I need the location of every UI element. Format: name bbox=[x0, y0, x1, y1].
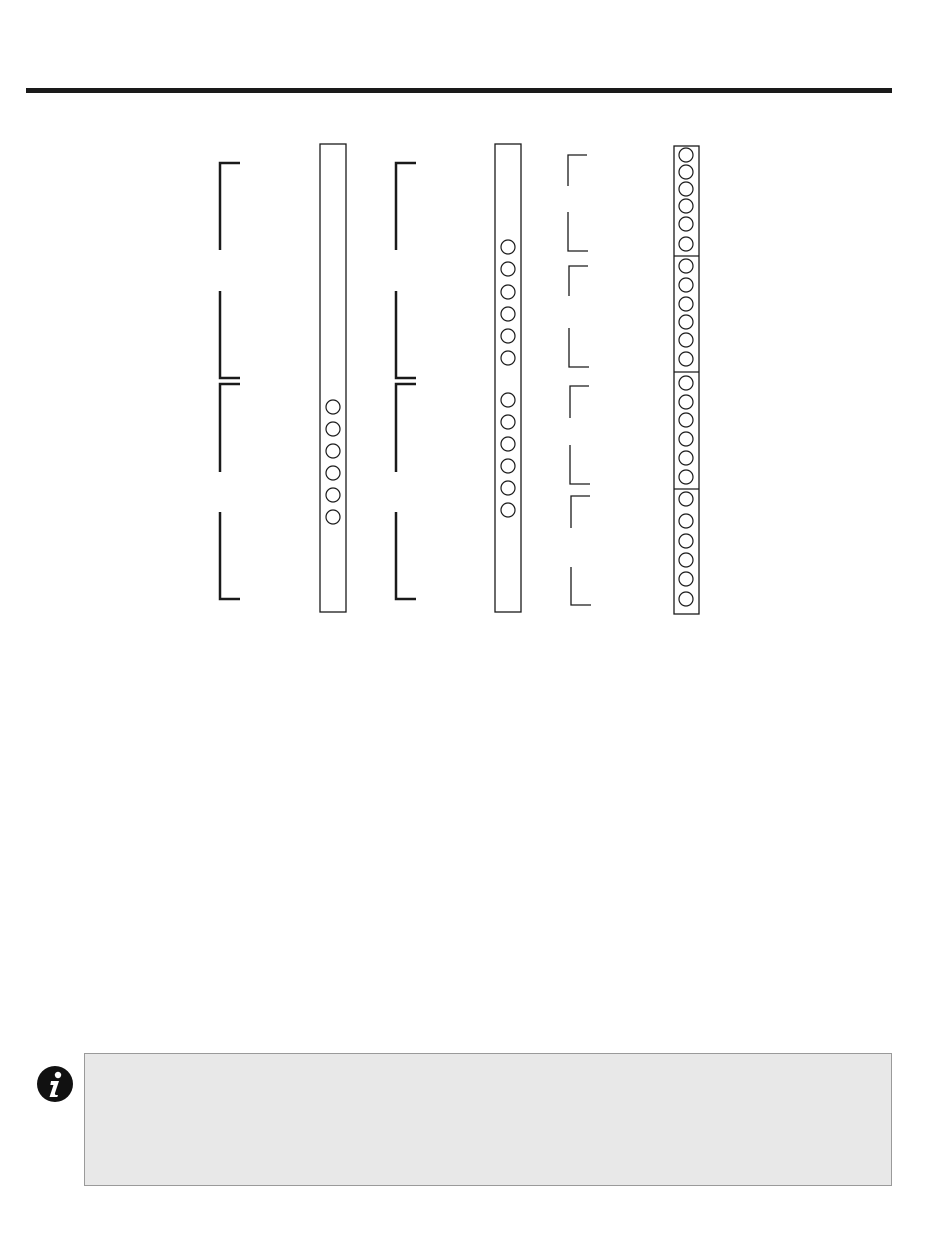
connector-a-bracket-4 bbox=[220, 512, 240, 599]
connector-c-hole bbox=[679, 333, 693, 347]
connector-c-bracket-4 bbox=[569, 328, 589, 367]
connector-b-hole bbox=[501, 415, 515, 429]
connector-b-hole bbox=[501, 393, 515, 407]
connector-b-bracket-2 bbox=[396, 291, 416, 378]
connector-c-hole bbox=[679, 514, 693, 528]
connector-c-hole bbox=[679, 553, 693, 567]
connector-b-hole bbox=[501, 307, 515, 321]
connector-c-hole bbox=[679, 352, 693, 366]
connector-c-hole bbox=[679, 217, 693, 231]
connector-c-hole bbox=[679, 315, 693, 329]
connector-c-bracket-2 bbox=[568, 212, 588, 251]
connector-c-hole bbox=[679, 376, 693, 390]
connector-b bbox=[495, 144, 521, 612]
connector-a-hole bbox=[326, 444, 340, 458]
connector-c-hole bbox=[679, 470, 693, 484]
connector-c-hole bbox=[679, 278, 693, 292]
connector-a-brackets bbox=[220, 163, 240, 599]
note-box bbox=[84, 1053, 892, 1186]
connector-c-hole bbox=[679, 182, 693, 196]
connector-c-hole bbox=[679, 451, 693, 465]
connector-a-hole bbox=[326, 466, 340, 480]
connector-c bbox=[674, 146, 699, 614]
connector-c-bracket-6 bbox=[570, 445, 590, 484]
connector-a-hole bbox=[326, 400, 340, 414]
connector-c-hole bbox=[679, 259, 693, 273]
connector-a-bracket-2 bbox=[220, 291, 240, 378]
connector-b-hole bbox=[501, 329, 515, 343]
connector-c-bracket-8 bbox=[571, 567, 591, 605]
connector-b-hole bbox=[501, 240, 515, 254]
connector-c-hole bbox=[679, 395, 693, 409]
connector-a-bracket-1 bbox=[220, 163, 240, 250]
connector-b-bracket-1 bbox=[396, 163, 416, 250]
connector-c-hole bbox=[679, 297, 693, 311]
connector-b-bracket-3 bbox=[396, 384, 416, 472]
connector-b-hole bbox=[501, 285, 515, 299]
connector-c-hole bbox=[679, 199, 693, 213]
connector-b-brackets bbox=[396, 163, 416, 599]
connector-c-bracket-3 bbox=[569, 266, 588, 296]
connector-c-hole bbox=[679, 592, 693, 606]
connector-b-hole bbox=[501, 262, 515, 276]
connector-c-hole bbox=[679, 534, 693, 548]
connector-c-brackets bbox=[568, 155, 591, 605]
connector-a-hole bbox=[326, 422, 340, 436]
connector-b-hole bbox=[501, 437, 515, 451]
connector-c-bracket-7 bbox=[571, 496, 590, 528]
connector-c-hole bbox=[679, 492, 693, 506]
connector-c-bracket-1 bbox=[568, 155, 587, 186]
connector-a-body bbox=[320, 144, 346, 612]
info-icon bbox=[36, 1065, 74, 1103]
connector-c-hole bbox=[679, 572, 693, 586]
connector-a-hole bbox=[326, 488, 340, 502]
connector-c-hole bbox=[679, 413, 693, 427]
connector-c-hole bbox=[679, 165, 693, 179]
connector-a bbox=[320, 144, 346, 612]
connector-a-bracket-3 bbox=[220, 384, 240, 472]
connector-b-hole bbox=[501, 481, 515, 495]
connector-b-hole bbox=[501, 503, 515, 517]
connector-b-bracket-4 bbox=[396, 512, 416, 599]
connector-c-hole bbox=[679, 237, 693, 251]
connector-b-hole bbox=[501, 351, 515, 365]
connector-b-body bbox=[495, 144, 521, 612]
connector-b-hole bbox=[501, 459, 515, 473]
connector-c-hole bbox=[679, 148, 693, 162]
connector-c-bracket-5 bbox=[570, 386, 589, 418]
connector-c-hole bbox=[679, 432, 693, 446]
connector-a-hole bbox=[326, 510, 340, 524]
